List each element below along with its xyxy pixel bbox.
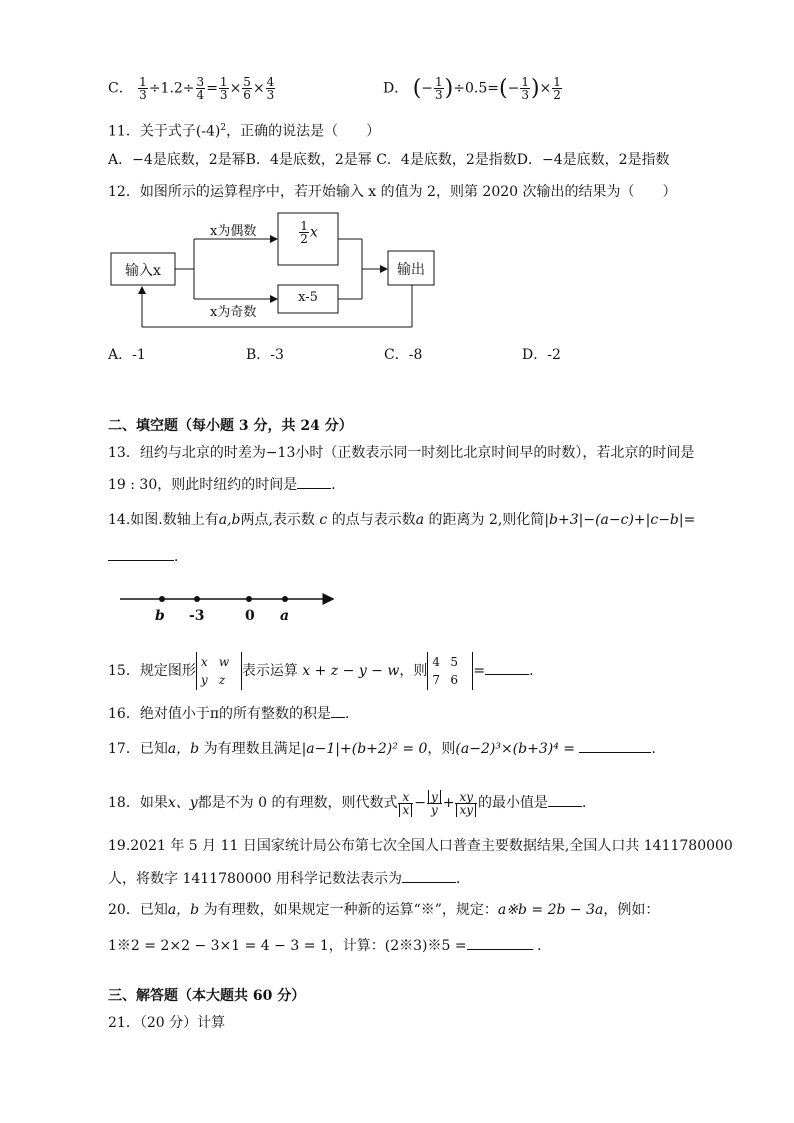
flow-input-label: 输入x xyxy=(125,263,161,279)
flow-even-label: x为偶数 xyxy=(210,224,257,239)
flow-output-label: 输出 xyxy=(397,262,425,278)
q15-matrix-1: x w y z xyxy=(196,652,242,690)
q15-matrix-2: 4 5 7 6 xyxy=(427,652,473,690)
q13-line1: 13．纽约与北京的时差为−13小时（正数表示同一时刻比北京时间早的时数），若北京的时间是 xyxy=(108,445,695,461)
q14-line2: ． xyxy=(108,546,188,567)
q12-option-a: A．-1 xyxy=(108,347,146,363)
q13-line2: 19 : 30，则此时纽约的时间是 ． xyxy=(108,474,345,495)
axis-label-neg3: -3 xyxy=(189,608,205,624)
point-b xyxy=(159,596,165,602)
point-neg3 xyxy=(194,596,200,602)
flow-odd-label: x为奇数 xyxy=(210,305,257,320)
q20-line1: 20．已知a，b 为有理数，如果规定一种新的运算“※”，规定：a※b = 2b − 3a，例如： xyxy=(108,902,660,918)
q15-line: 15．规定图形x w y z表示运算 x + z − y − w，则4 5 7 6= ． xyxy=(108,652,543,690)
q12-option-b: B．-3 xyxy=(246,347,284,363)
q10-option-d: D． (− $\frac{1}{3}$ )÷0.5=(− $\frac{1}{3}$ )× $\frac{1}{2}$ xyxy=(383,75,561,102)
q21-line: 21．（20 分）计算 xyxy=(108,1015,226,1031)
axis-label-a: a xyxy=(280,608,290,624)
flow-minus5: x-5 xyxy=(298,290,318,305)
q14-number-line xyxy=(115,590,345,610)
q17-line: 17．已知a，b 为有理数且满足|a−1|+(b+2)² = 0，则(a−2)³×(b+3)⁴ = ． xyxy=(108,738,665,759)
q12-stem: 12．如图所示的运算程序中，若开始输入 x 的值为 2，则第 2020 次输出的结果为（ ） xyxy=(108,184,677,200)
q18-line: 18．如果x、y都是不为 0 的有理数，则代数式 $\frac{x}{x}$ − $\frac{y}{y}$ + $\frac{xy}{xy}$ 的最小值是 ． xyxy=(108,789,597,817)
point-0 xyxy=(246,596,252,602)
point-a xyxy=(282,596,288,602)
axis-label-b: b xyxy=(155,608,165,624)
q12-option-c: C．-8 xyxy=(384,347,423,363)
q12-option-d: D．-2 xyxy=(522,347,561,363)
section-3-title: 三、解答题（本大题共 60 分） xyxy=(108,988,306,1004)
q11-options: A．−4是底数，2是幂B．4是底数，2是幂 C．4是底数，2是指数D．−4是底数，2是指数 xyxy=(108,152,670,168)
q14-line1: 14.如图.数轴上有a,b两点,表示数 c 的点与表示数a 的距离为 2,则化简|b+3|−(a−c)+|c−b|= xyxy=(108,512,696,528)
axis-label-0: 0 xyxy=(245,608,255,624)
q10-option-c: C． $\frac{1}{3}$ ÷1.2÷ $\frac{3}{4}$ = $\frac{1}{3}$ × $\frac{5}{6}$ × $\frac{4}{3}$ xyxy=(108,75,275,102)
section-2-title: 二、填空题（每小题 3 分，共 24 分） xyxy=(108,418,353,434)
q19-line1: 19.2021 年 5 月 11 日国家统计局公布第七次全国人口普查主要数据结果,全国人口共 1411780000 xyxy=(108,838,733,854)
flow-half-x: $\frac{1}{2}$ x xyxy=(300,219,318,246)
q20-line2: 1※2 = 2×2 − 3×1 = 4 − 3 = 1，计算：(2※3)※5 = ． xyxy=(108,935,551,956)
q16-line: 16．绝对值小于π的所有整数的积是 . xyxy=(108,703,349,724)
q19-line2: 人，将数字 1411780000 用科学记数法表示为 ． xyxy=(108,868,470,889)
q11-stem: 11．关于式子$(-4)^2$，正确的说法是（ ） xyxy=(108,123,381,140)
